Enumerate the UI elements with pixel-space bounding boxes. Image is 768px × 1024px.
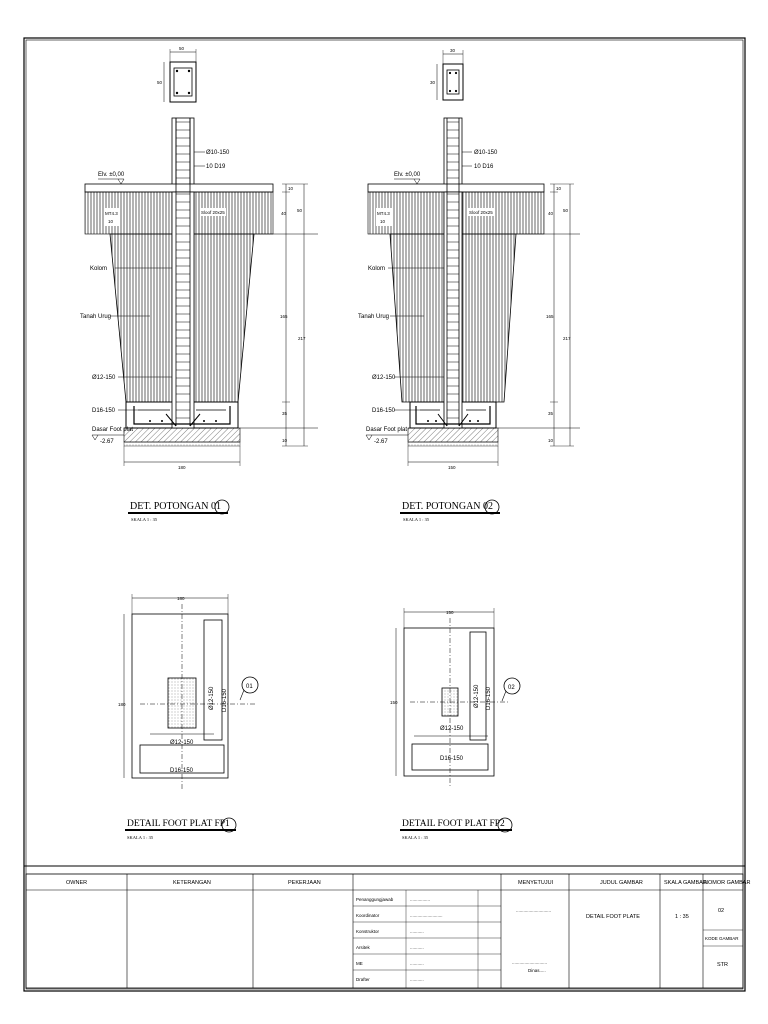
plan-bar-b: D16-150 (170, 768, 194, 774)
inner-border (26, 40, 743, 989)
section-scale: SKALA 1 : 35 (131, 517, 158, 522)
tb-menyetujui: MENYETUJUI (518, 880, 554, 886)
tb-nomor-value: 02 (718, 908, 725, 914)
dim-10-top: 10 (556, 186, 562, 191)
dim-50: 50 (297, 208, 303, 213)
section-title: DET. POTONGAN 02 (402, 501, 494, 512)
tb-role-value: ................ (410, 897, 431, 902)
plan-scale: SKALA 1 : 35 (127, 835, 154, 840)
plan-bar-b: D16-150 (440, 756, 464, 762)
dim-217: 217 (298, 336, 306, 341)
tb-sign-line: ............................ (516, 908, 552, 913)
tb-role-value: .......................... (410, 913, 443, 918)
plan-height: 180 (118, 702, 126, 707)
tb-skala-value: 1 : 35 (675, 914, 689, 920)
tb-role-value: ........... (410, 961, 424, 966)
label-mat: MT4.3 (377, 211, 390, 216)
label-stirrup: Ø10-150 (206, 150, 230, 156)
plan-vbar-a: Ø12-150 (474, 684, 480, 708)
plan-scale: SKALA 1 : 35 (402, 835, 429, 840)
tb-pekerjaan: PEKERJAAN (288, 880, 321, 886)
label-bar-bottom: D16-150 (372, 408, 396, 414)
section-potongan-01 (80, 46, 318, 522)
section-potongan-02 (358, 48, 580, 522)
label-sloof: Sloof 20x25 (201, 210, 225, 215)
tb-role: Arsitek (356, 945, 370, 950)
plan-bar-a: Ø12-150 (170, 740, 194, 746)
section-scale: SKALA 1 : 35 (403, 517, 430, 522)
tb-judul-value: DETAIL FOOT PLATE (586, 914, 640, 920)
dim-35: 35 (548, 411, 554, 416)
title-block (26, 874, 743, 988)
tb-role: ME (356, 961, 363, 966)
ground-slab (85, 184, 273, 192)
column-width-dim: 50 (179, 46, 185, 51)
plan-width: 150 (446, 610, 454, 615)
tb-skala-gambar: SKALA GAMBAR (664, 880, 707, 886)
dim-165: 165 (546, 314, 554, 319)
column-width-dim: 30 (450, 48, 456, 53)
label-elevation: Elv. ±0,00 (98, 172, 125, 178)
plan-width: 180 (177, 596, 185, 601)
dim-165: 165 (280, 314, 288, 319)
tb-role: Konstruktor (356, 929, 380, 934)
label-kolom: Kolom (90, 266, 108, 272)
dim-40: 40 (548, 211, 554, 216)
dim-10-bottom: 10 (282, 438, 288, 443)
dim-width: 180 (178, 465, 186, 470)
plan-height: 150 (390, 700, 398, 705)
title-block-text (66, 880, 750, 982)
tb-nomor-gambar: NOMOR GAMBAR (704, 880, 751, 886)
label-sloof: Sloof 20x25 (469, 210, 493, 215)
label-main-rebar: 10 D16 (474, 164, 494, 170)
tb-role: Penanggungjawab (356, 897, 394, 902)
tb-kode-value: STR (717, 962, 728, 968)
label-mat-2: 10 (108, 219, 114, 224)
plan-vbar-b: D16-150 (222, 688, 228, 712)
column-section (443, 64, 463, 100)
label-elevation: Elv. ±0,00 (394, 172, 421, 178)
section-marker-label: 01 (246, 684, 253, 690)
column-height-dim: 30 (430, 80, 436, 85)
dim-10-bottom: 10 (548, 438, 554, 443)
dim-217: 217 (563, 336, 571, 341)
label-main-rebar: 10 D19 (206, 164, 226, 170)
label-dasar: Dasar Foot plat (92, 427, 134, 433)
tb-role-value: ........... (410, 945, 424, 950)
label-mat: MT4.3 (105, 211, 118, 216)
plan-vbar-b: D16-150 (486, 686, 492, 710)
dim-50: 50 (563, 208, 569, 213)
label-dasar-elv: -2.67 (100, 439, 114, 445)
ground-slab (368, 184, 544, 192)
label-tanah-urug: Tanah Urug (358, 314, 390, 320)
label-dasar-elv: -2.67 (374, 439, 388, 445)
dim-40: 40 (281, 211, 287, 216)
label-dasar: Dasar Foot plat (366, 427, 408, 433)
label-mat-2: 10 (380, 219, 386, 224)
dim-width: 150 (448, 465, 456, 470)
tb-owner: OWNER (66, 880, 88, 886)
tb-role: Drafter (356, 977, 370, 982)
plan-title: DETAIL FOOT PLAT FP1 (127, 819, 230, 829)
plan-fp1 (118, 594, 258, 840)
dim-35: 35 (282, 411, 288, 416)
label-kolom: Kolom (368, 266, 386, 272)
tb-role-value: ........... (410, 929, 424, 934)
tb-dinas: Dinas..... (528, 968, 546, 973)
section-title: DET. POTONGAN 01 (130, 501, 222, 512)
label-bar-top: Ø12-150 (92, 375, 116, 381)
label-bar-bottom: D16-150 (92, 408, 116, 414)
plan-vbar-a: Ø12-150 (209, 686, 215, 710)
column-height-dim: 50 (157, 80, 163, 85)
outer-border (24, 38, 745, 991)
label-tanah-urug: Tanah Urug (80, 314, 112, 320)
tb-keterangan: KETERANGAN (173, 880, 211, 886)
tb-kode-label: KODE GAMBAR (705, 936, 739, 941)
plan-fp2 (390, 608, 520, 840)
section-marker-label: 02 (508, 685, 515, 691)
label-bar-top: Ø12-150 (372, 375, 396, 381)
plan-bar-a: Ø12-150 (440, 726, 464, 732)
dim-10-top: 10 (288, 186, 294, 191)
tb-role: Koordinator (356, 913, 380, 918)
label-stirrup: Ø10-150 (474, 150, 498, 156)
tb-sign-line-2: ............................ (512, 960, 548, 965)
tb-role-value: ........... (410, 977, 424, 982)
plan-title: DETAIL FOOT PLAT FP2 (402, 819, 505, 829)
tb-judul-gambar: JUDUL GAMBAR (600, 880, 643, 886)
